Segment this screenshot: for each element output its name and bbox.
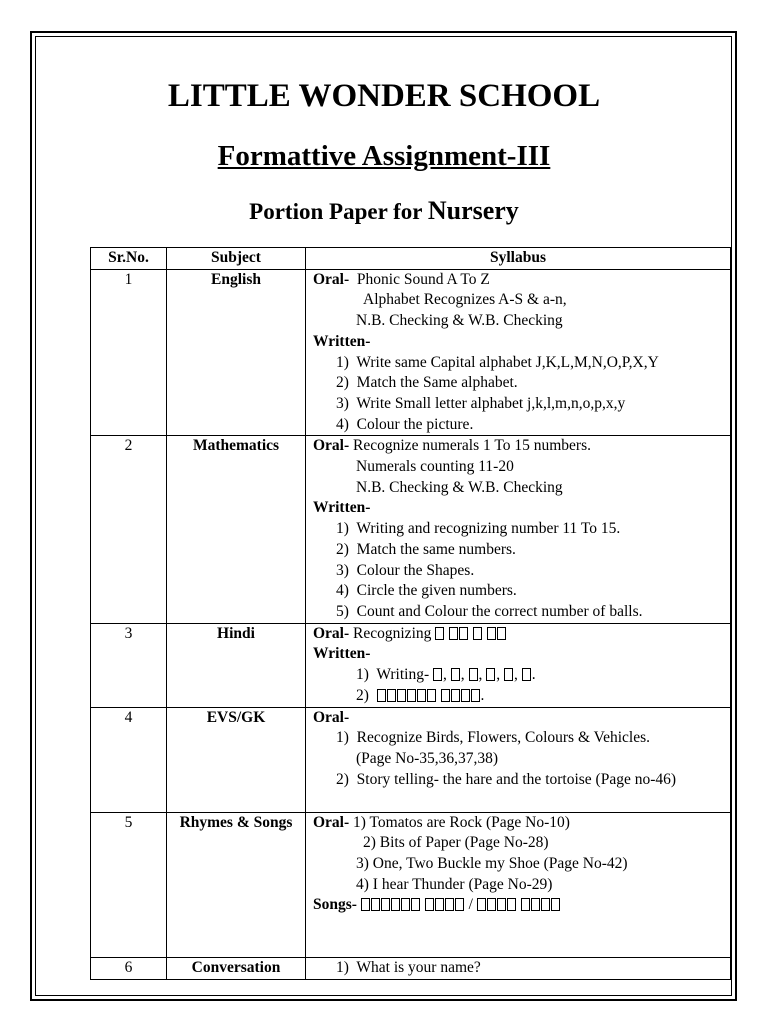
table-row <box>91 269 731 436</box>
written-item: 5) Count and Colour the correct number of balls. <box>336 602 643 620</box>
oral-text: Alphabet Recognizes A-S & a-n, <box>363 291 567 309</box>
written-item: 4) Circle the given numbers. <box>336 582 517 600</box>
header-srno: Sr.No. <box>91 248 167 270</box>
songs-line <box>313 895 730 916</box>
row-number: 2 <box>91 436 167 623</box>
oral-line <box>313 270 730 291</box>
conversation-item: 1) What is your name? <box>336 958 481 976</box>
hindi-glyphs <box>435 625 507 642</box>
oral-label: Oral- <box>313 813 350 831</box>
row-syllabus <box>306 812 731 957</box>
hindi-glyphs: / <box>361 896 561 913</box>
written-item: 3) Write Small letter alphabet j,k,l,m,n,o,p,x,y <box>336 394 626 412</box>
oral-label: Oral- <box>313 437 350 455</box>
written-item: 4) Colour the picture. <box>336 415 474 433</box>
row-syllabus <box>306 957 731 979</box>
row-subject: Hindi <box>167 623 306 707</box>
hindi-glyphs: , , , , , . <box>433 666 536 683</box>
portion-prefix: Portion Paper for <box>249 199 428 224</box>
oral-line <box>313 436 730 457</box>
portion-title <box>0 195 768 228</box>
oral-text: Recognize numerals 1 To 15 numbers. <box>353 437 591 455</box>
oral-item: (Page No-35,36,37,38) <box>356 750 499 768</box>
item-label: 2) <box>356 686 369 704</box>
row-number: 1 <box>91 269 167 436</box>
written-label: Written- <box>313 499 371 517</box>
row-number: 3 <box>91 623 167 707</box>
oral-text: N.B. Checking & W.B. Checking <box>356 312 563 330</box>
oral-label: Oral- <box>313 270 350 288</box>
oral-item: 4) I hear Thunder (Page No-29) <box>356 875 553 893</box>
table-row <box>91 812 731 957</box>
row-syllabus <box>306 623 731 707</box>
oral-line <box>313 813 730 834</box>
row-subject: Rhymes & Songs <box>167 812 306 957</box>
oral-text: Phonic Sound A To Z <box>356 270 490 288</box>
oral-item: 2) Story telling- the hare and the tortoise (Page no-46) <box>336 770 677 788</box>
written-item: 1) Writing and recognizing number 11 To 15. <box>336 520 621 538</box>
row-syllabus <box>306 707 731 812</box>
songs-label: Songs- <box>313 896 357 914</box>
oral-text: Numerals counting 11-20 <box>356 458 514 476</box>
oral-item: 1) Tomatos are Rock (Page No-10) <box>353 813 570 831</box>
written-label: Written- <box>313 332 371 350</box>
table-row <box>91 707 731 812</box>
row-subject: English <box>167 269 306 436</box>
table-row <box>91 957 731 979</box>
oral-text: Recognizing <box>353 624 432 642</box>
hindi-glyphs: . <box>377 687 485 704</box>
assignment-title: Formattive Assignment-III <box>217 140 551 172</box>
row-subject: Mathematics <box>167 436 306 623</box>
written-item <box>313 665 730 686</box>
written-item: 2) Match the Same alphabet. <box>336 374 518 392</box>
written-item: 1) Write same Capital alphabet J,K,L,M,N,O,P,X,Y <box>336 353 659 371</box>
row-number: 6 <box>91 957 167 979</box>
row-subject: Conversation <box>167 957 306 979</box>
row-syllabus <box>306 269 731 436</box>
row-number: 5 <box>91 812 167 957</box>
oral-label: Oral- <box>313 708 350 726</box>
oral-item: 1) Recognize Birds, Flowers, Colours & Vehicles. <box>336 729 650 747</box>
written-item <box>313 686 730 707</box>
table-row <box>91 623 731 707</box>
row-subject: EVS/GK <box>167 707 306 812</box>
written-label: Written- <box>313 645 371 663</box>
oral-line <box>313 624 730 645</box>
school-name: LITTLE WONDER SCHOOL <box>167 78 601 114</box>
syllabus-table <box>90 247 731 980</box>
written-item: 3) Colour the Shapes. <box>336 561 475 579</box>
portion-class: Nursery <box>427 196 519 225</box>
oral-text: N.B. Checking & W.B. Checking <box>356 478 563 496</box>
header-subject: Subject <box>167 248 306 270</box>
oral-item: 3) One, Two Buckle my Shoe (Page No-42) <box>356 855 628 873</box>
table-header-row <box>91 248 731 270</box>
row-syllabus <box>306 436 731 623</box>
oral-item: 2) Bits of Paper (Page No-28) <box>363 834 549 852</box>
oral-label: Oral- <box>313 624 350 642</box>
header-syllabus: Syllabus <box>306 248 731 270</box>
row-number: 4 <box>91 707 167 812</box>
writing-label: 1) Writing- <box>356 666 430 684</box>
written-item: 2) Match the same numbers. <box>336 540 516 558</box>
table-row <box>91 436 731 623</box>
